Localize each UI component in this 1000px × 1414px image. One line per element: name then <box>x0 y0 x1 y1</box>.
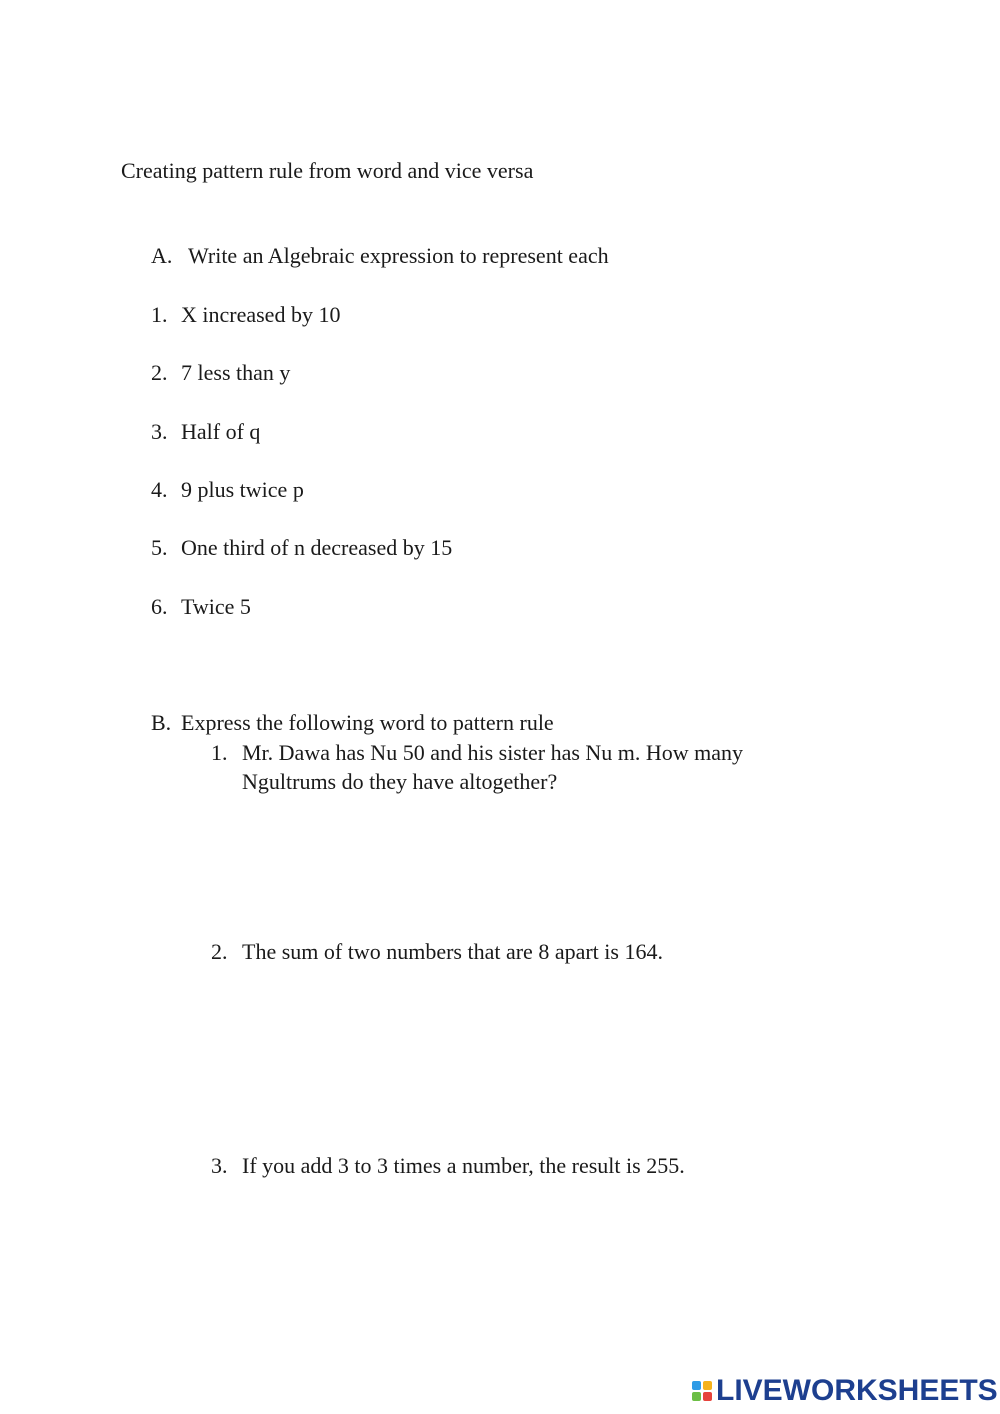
section-a-item-number: 2. <box>151 360 168 385</box>
logo-text: LIVEWORKSHEETS <box>716 1374 998 1407</box>
section-a-item-text: One third of n decreased by 15 <box>181 535 453 560</box>
logo-square <box>692 1381 701 1390</box>
section-a-item-number: 4. <box>151 477 168 502</box>
section-a-item-number: 3. <box>151 419 168 444</box>
section-b-item-number: 1. <box>211 740 228 765</box>
liveworksheets-logo <box>692 1374 998 1408</box>
section-a-item-text: Half of q <box>181 419 261 444</box>
section-a-item-number: 6. <box>151 594 168 619</box>
section-b-item-text: The sum of two numbers that are 8 apart is 164. <box>242 939 663 964</box>
section-b-item-number: 2. <box>211 939 228 964</box>
logo-square <box>692 1392 701 1401</box>
section-a-heading: Write an Algebraic expression to represent each <box>188 243 609 268</box>
section-a-item-number: 5. <box>151 535 168 560</box>
logo-square <box>703 1392 712 1401</box>
section-b-marker: B. <box>151 710 172 735</box>
section-a-item-text: Twice 5 <box>181 594 251 619</box>
logo-square <box>703 1381 712 1390</box>
section-a-item-text: X increased by 10 <box>181 302 341 327</box>
section-b-item-text: Mr. Dawa has Nu 50 and his sister has Nu m. How many Ngultrums do they have altogether? <box>242 740 744 794</box>
logo-grid-icon <box>692 1381 712 1401</box>
section-b-item-number: 3. <box>211 1153 228 1178</box>
section-a-marker: A. <box>151 243 173 268</box>
page-title: Creating pattern rule from word and vice versa <box>121 158 534 183</box>
section-a-item-text: 7 less than y <box>181 360 291 385</box>
section-a-item-text: 9 plus twice p <box>181 477 304 502</box>
section-b-item-text: If you add 3 to 3 times a number, the result is 255. <box>242 1153 685 1178</box>
section-b-heading: Express the following word to pattern rule <box>181 710 554 735</box>
section-a-item-number: 1. <box>151 302 168 327</box>
